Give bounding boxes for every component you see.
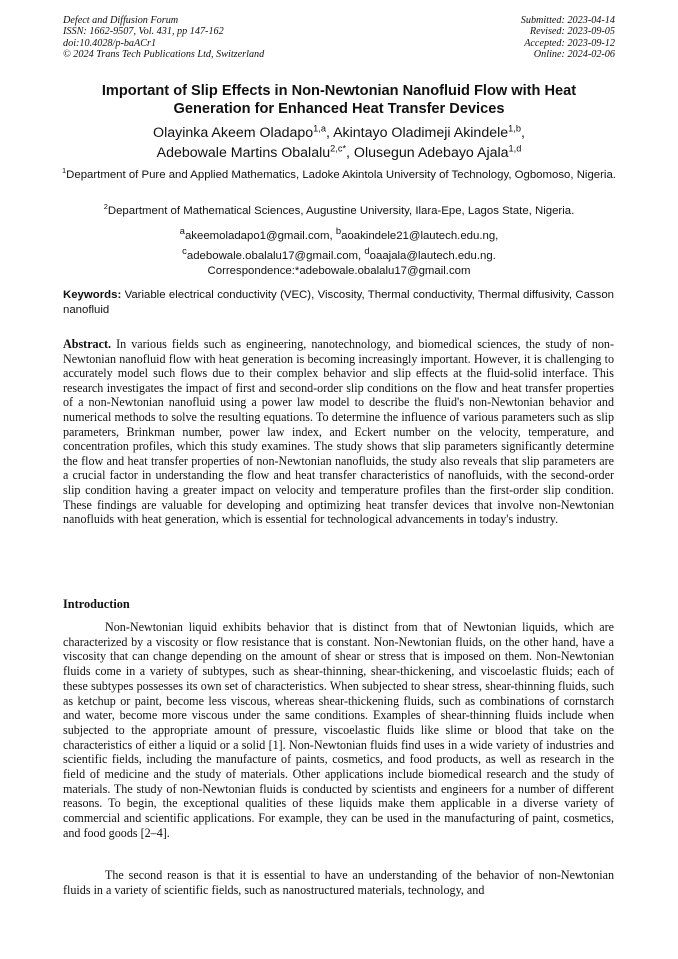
separator: , (346, 145, 354, 161)
submission-dates (521, 15, 615, 60)
email-link[interactable]: aoakindele21@lautech.edu.ng, (341, 229, 499, 242)
author-name: Olayinka Akeem Oladapo (153, 125, 314, 141)
author-list (60, 123, 618, 163)
author-name: Olusegun Adebayo Ajala (353, 145, 509, 161)
separator: , (520, 125, 525, 141)
separator: , (325, 125, 334, 141)
doi: doi:10.4028/p-baACr1 (63, 37, 157, 49)
keywords-text: Variable electrical conductivity (VEC), Viscosity, Thermal conductivity, Thermal diffusivity, Casson nanofluid (63, 289, 614, 316)
correspondence: Correspondence:*adebowale.obalalu17@gmail.com (207, 264, 471, 277)
author-sup: 1,d (508, 143, 522, 154)
email-sup: c (182, 245, 187, 257)
affiliation-text: Department of Pure and Applied Mathematics, Ladoke Akintola University of Technology, Ogbomoso, Nigeria. (66, 169, 616, 181)
introduction-paragraph-1: Non-Newtonian liquid exhibits behavior that is distinct from that of Newtonian liquids, which are characterized by a viscosity or flow resistance that is constant. Non-Newtonian fluids, on the other hand, have a viscosity that can change depending on the amount of shear or stress that is imposed on them. Non-Newtonian fluids come in a variety of subtypes, such as shear-thinning, shear-thickening, and viscoelastic fluids; each of these subtypes possesses its own set of characteristics. When subjected to shear stress, shear-thinning fluids, such as ketchup or paint, become less viscous, whereas shear-thickening fluids, such as combinations of cornstarch and water, become more viscous under the same conditions. Examples of shear-thinning fluids include when subjected to the appropriate amount of pressure, viscoelastic fluids like slime or blood that take on the characteristics of either a liquid or a solid [1]. Non-Newtonian fluids find uses in a wide variety of industries and scientific fields, including the manufacture of paints, cosmetics, and food products, as well as research in the field of medicine and the study of materials. Other applications include biomedical research and the study of materials. The study of non-Newtonian fluids is conducted by scientists and engineers for a number of different reasons. To begin, the exceptional qualities of these liquids make them applicable in a diverse variety of commercial and scientific applications. For example, they can be used in the manufacturing of paint, cosmetics, and food goods [2–4]. (63, 620, 614, 840)
accepted-date: Accepted: 2023-09-12 (524, 37, 615, 49)
revised-date: Revised: 2023-09-05 (529, 26, 615, 38)
affiliation-sup: 2 (103, 202, 108, 212)
email-sup: b (335, 226, 342, 237)
author-name: Akintayo Oladimeji Akindele (333, 125, 509, 141)
copyright: © 2024 Trans Tech Publications Ltd, Switzerland (63, 48, 265, 60)
author-sup: 1,b (508, 123, 521, 134)
submitted-date: Submitted: 2023-04-14 (520, 15, 615, 26)
email-sup: a (179, 226, 185, 237)
keywords-label: Keywords: (63, 289, 122, 301)
email-link[interactable]: oaajala@lautech.edu.ng. (369, 249, 496, 262)
title-line: Important of Slip Effects in Non-Newtonian Nanofluid Flow with Heat (101, 83, 577, 99)
author-name: Adebowale Martins Obalalu (156, 145, 331, 161)
paper-title (60, 82, 618, 118)
affiliation-sup: 1 (62, 166, 67, 176)
author-sup: 2,c* (330, 143, 347, 154)
online-date: Online: 2024-02-06 (533, 48, 615, 60)
affiliation-1 (60, 168, 618, 183)
journal-name: Defect and Diffusion Forum (63, 15, 179, 26)
author-sup: 1,a (313, 123, 326, 134)
abstract (63, 337, 614, 527)
affiliation-text: Department of Mathematical Sciences, Augustine University, Ilara-Epe, Lagos State, Nigeria. (107, 205, 575, 217)
keywords (63, 288, 614, 318)
section-heading-introduction: Introduction (63, 597, 130, 611)
title-line: Generation for Enhanced Heat Transfer Devices (173, 101, 505, 117)
journal-info (63, 15, 264, 60)
abstract-text: In various fields such as engineering, nanotechnology, and biomedical sciences, the study of non-Newtonian nanofluid flow with heat generation is becoming increasingly important. However, it is challenging to accurately model such flows due to their complex behavior and slip effects at the fluid-solid interface. This research investigates the impact of first and second-order slip conditions on the flow and heat transfer properties of a non-Newtonian nanofluid using a power law model to describe the fluid's non-Newtonian behavior and numerical methods to solve the resulting equations. To determine the influence of various parameters such as slip parameters, Brinkman number, power law index, and Eckert number on the velocity, temperature, and concentration profiles, which this study examines. The study shows that slip parameters significantly determine the flow and heat transfer properties of non-Newtonian nanofluids, the study also reveals that slip parameters are a crucial factor in understanding the flow and heat transfer characteristics of nanofluids, with the second-order slip condition having a greater impact on velocity and temperature profiles than the first-order slip condition. These findings are valuable for developing and optimizing heat transfer devices that involve non-Newtonian nanofluids with heat generation, which is essential for technological advancements in today's industry. (63, 337, 614, 527)
issn-volume: ISSN: 1662-9507, Vol. 431, pp 147-162 (63, 26, 224, 38)
introduction-paragraph-2: The second reason is that it is essential to have an understanding of the behavior of non-Newtonian fluids in a variety of scientific fields, such as nanostructured materials, technology, and (63, 868, 614, 897)
email-link[interactable]: adebowale.obalalu17@gmail.com, (186, 249, 365, 262)
abstract-label: Abstract. (63, 337, 112, 351)
email-sup: d (364, 245, 370, 257)
email-link[interactable]: akeemoladapo1@gmail.com, (184, 229, 336, 242)
affiliation-2 (60, 204, 618, 219)
email-block (60, 224, 618, 279)
